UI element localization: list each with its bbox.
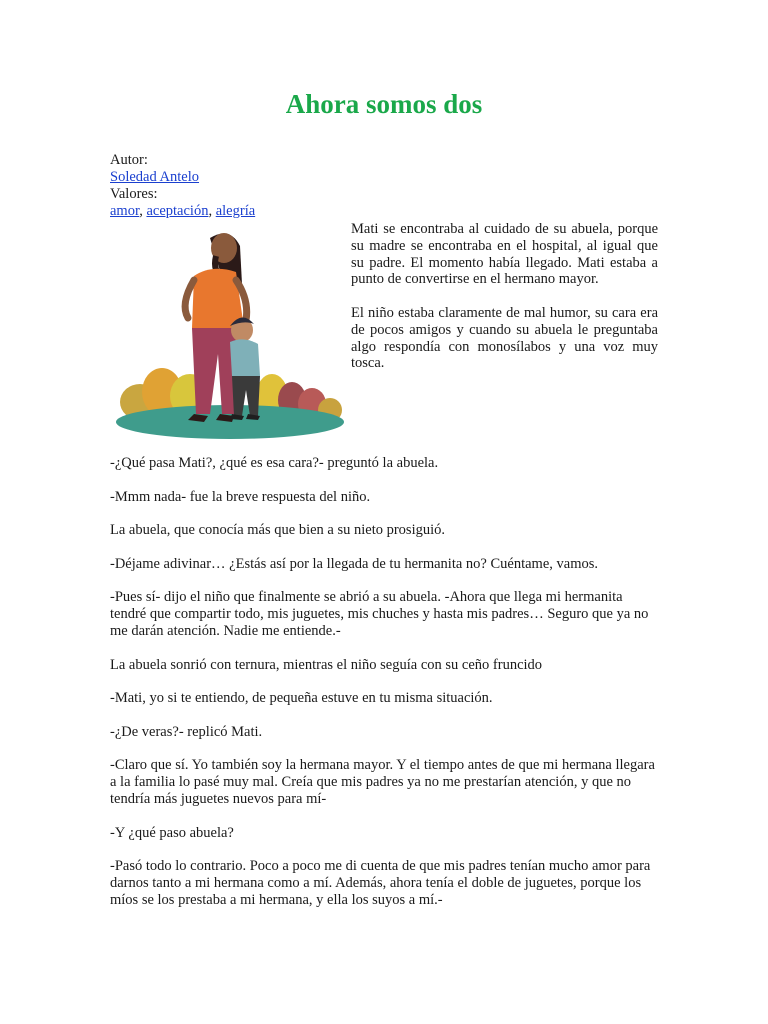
intro-paragraph: Mati se encontraba al cuidado de su abuela, porque su madre se encontraba en el hospital, al igual que su padre. El momento había llegado. Mati estaba a punto de convertirse en el hermano mayor. xyxy=(351,221,658,288)
story-paragraph: -Pasó todo lo contrario. Poco a poco me di cuenta de que mis padres tenían mucho amor para darnos tanto a mi hermana como a mí. Además, ahora tenía el doble de juguetes, porque los míos se los prestaba a mi hermana, y ella los suyos a mí.- xyxy=(110,858,651,908)
story-paragraph: -Y ¿qué paso abuela? xyxy=(110,824,234,841)
page-title: Ahora somos dos xyxy=(285,89,483,119)
story-paragraph: -Mati, yo si te entiendo, de pequeña estuve en tu misma situación. xyxy=(110,690,493,707)
value-link-aceptacion[interactable]: aceptación xyxy=(146,203,209,219)
story-paragraph: -¿De veras?- replicó Mati. xyxy=(110,723,263,740)
boy-figure xyxy=(230,317,260,420)
story-body xyxy=(110,455,662,925)
intro-paragraph: El niño estaba claramente de mal humor, su cara era de pocos amigos y cuando su abuela le preguntaba algo respondía con monosílabos y una voz muy tosca. xyxy=(351,304,658,372)
story-paragraph: -Claro que sí. Yo también soy la hermana mayor. Y el tiempo antes de que mi hermana llegara a la familia lo pasé muy mal. Creía que mis padres ya no me prestarían atención, y que no tendría más juguetes nuevos para mí- xyxy=(110,757,655,807)
value-link-alegria[interactable]: alegría xyxy=(215,203,256,219)
story-meta xyxy=(110,152,410,220)
author-link[interactable]: Soledad Antelo xyxy=(110,169,200,185)
value-separator: , xyxy=(139,203,147,219)
story-paragraph: -¿Qué pasa Mati?, ¿qué es esa cara?- preguntó la abuela. xyxy=(110,455,439,471)
values-list xyxy=(110,203,410,220)
value-link-amor[interactable]: amor xyxy=(110,203,140,219)
story-paragraph: -Déjame adivinar… ¿Estás así por la llegada de tu hermanita no? Cuéntame, vamos. xyxy=(110,555,598,572)
story-paragraph: -Pues sí- dijo el niño que finalmente se abrió a su abuela. -Ahora que llega mi hermanita tendré que compartir todo, mis juguetes, mis chuches y hasta mis padres… Seguro que ya no me darán atención. Nadie me entiende.- xyxy=(110,589,649,639)
story-illustration xyxy=(112,224,348,444)
author-label: Autor: xyxy=(110,152,148,168)
values-label: Valores: xyxy=(110,186,158,202)
story-paragraph: La abuela, que conocía más que bien a su nieto prosiguió. xyxy=(110,522,446,539)
intro-text xyxy=(351,221,658,389)
story-paragraph: La abuela sonrió con ternura, mientras el niño seguía con su ceño fruncido xyxy=(110,656,543,673)
story-paragraph: -Mmm nada- fue la breve respuesta del niño. xyxy=(110,488,371,505)
value-separator: , xyxy=(208,203,216,219)
